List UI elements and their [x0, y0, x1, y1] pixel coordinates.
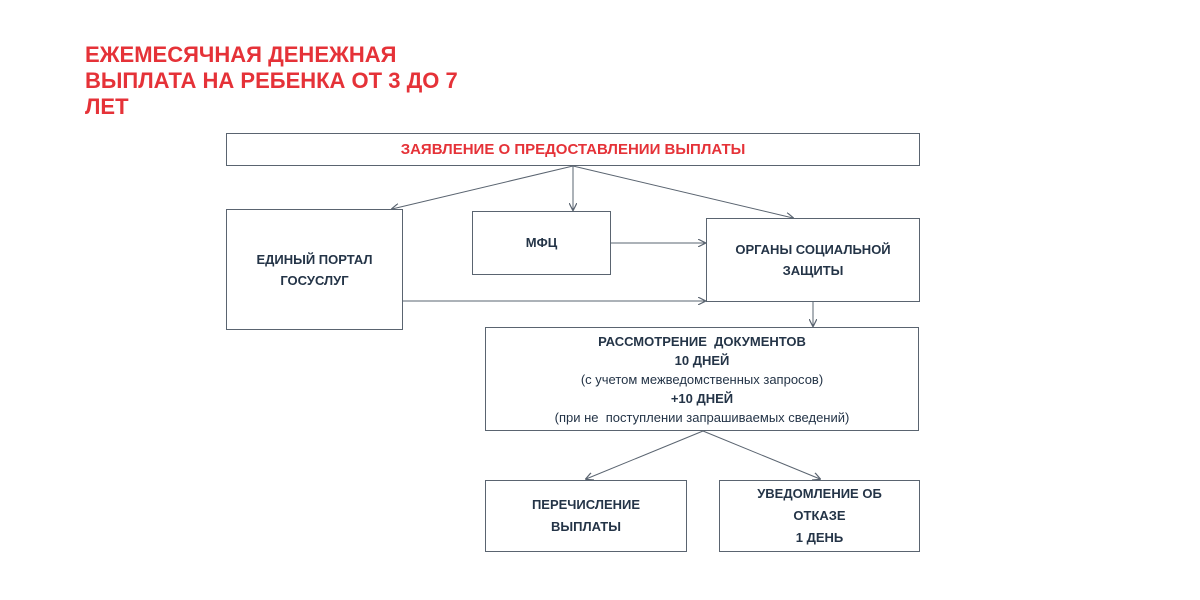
payment-transfer-box: [485, 480, 687, 552]
payment-transfer-label: ПЕРЕЧИСЛЕНИЕ ВЫПЛАТЫ: [531, 497, 641, 534]
review-heading: РАССМОТРЕНИЕ ДОКУМЕНТОВ: [598, 333, 806, 349]
refusal-notice-box: [719, 480, 920, 552]
review-note-primary: (с учетом межведомственных запросов): [580, 371, 824, 387]
social-protection-label: ОРГАНЫ СОЦИАЛЬНОЙ ЗАЩИТЫ: [735, 242, 891, 278]
application-box: [226, 133, 920, 166]
arrow-application-to-portal: [392, 166, 573, 209]
document-review-box: [485, 327, 919, 431]
social-protection-box: [706, 218, 920, 302]
review-term-primary: 10 ДНЕЙ: [674, 352, 730, 368]
review-term-extension: +10 ДНЕЙ: [670, 390, 734, 406]
application-label: ЗАЯВЛЕНИЕ О ПРЕДОСТАВЛЕНИИ ВЫПЛАТЫ: [400, 140, 746, 158]
arrow-review-to-refusal: [703, 431, 820, 479]
mfc-box: [472, 211, 611, 275]
mfc-label: МФЦ: [525, 235, 558, 250]
refusal-notice-label: УВЕДОМЛЕНИЕ ОБ ОТКАЗЕ 1 ДЕНЬ: [757, 486, 882, 545]
gosuslugi-portal-box: [226, 209, 403, 330]
arrow-review-to-payment: [586, 431, 703, 479]
slide-title: ЕЖЕМЕСЯЧНАЯ ДЕНЕЖНАЯ ВЫПЛАТА НА РЕБЕНКА ОТ 3 ДО 7 ЛЕТ: [85, 42, 458, 119]
gosuslugi-portal-label: ЕДИНЫЙ ПОРТАЛ ГОСУСЛУГ: [256, 251, 373, 288]
review-note-extension: (при не поступлении запрашиваемых сведений): [554, 409, 850, 425]
